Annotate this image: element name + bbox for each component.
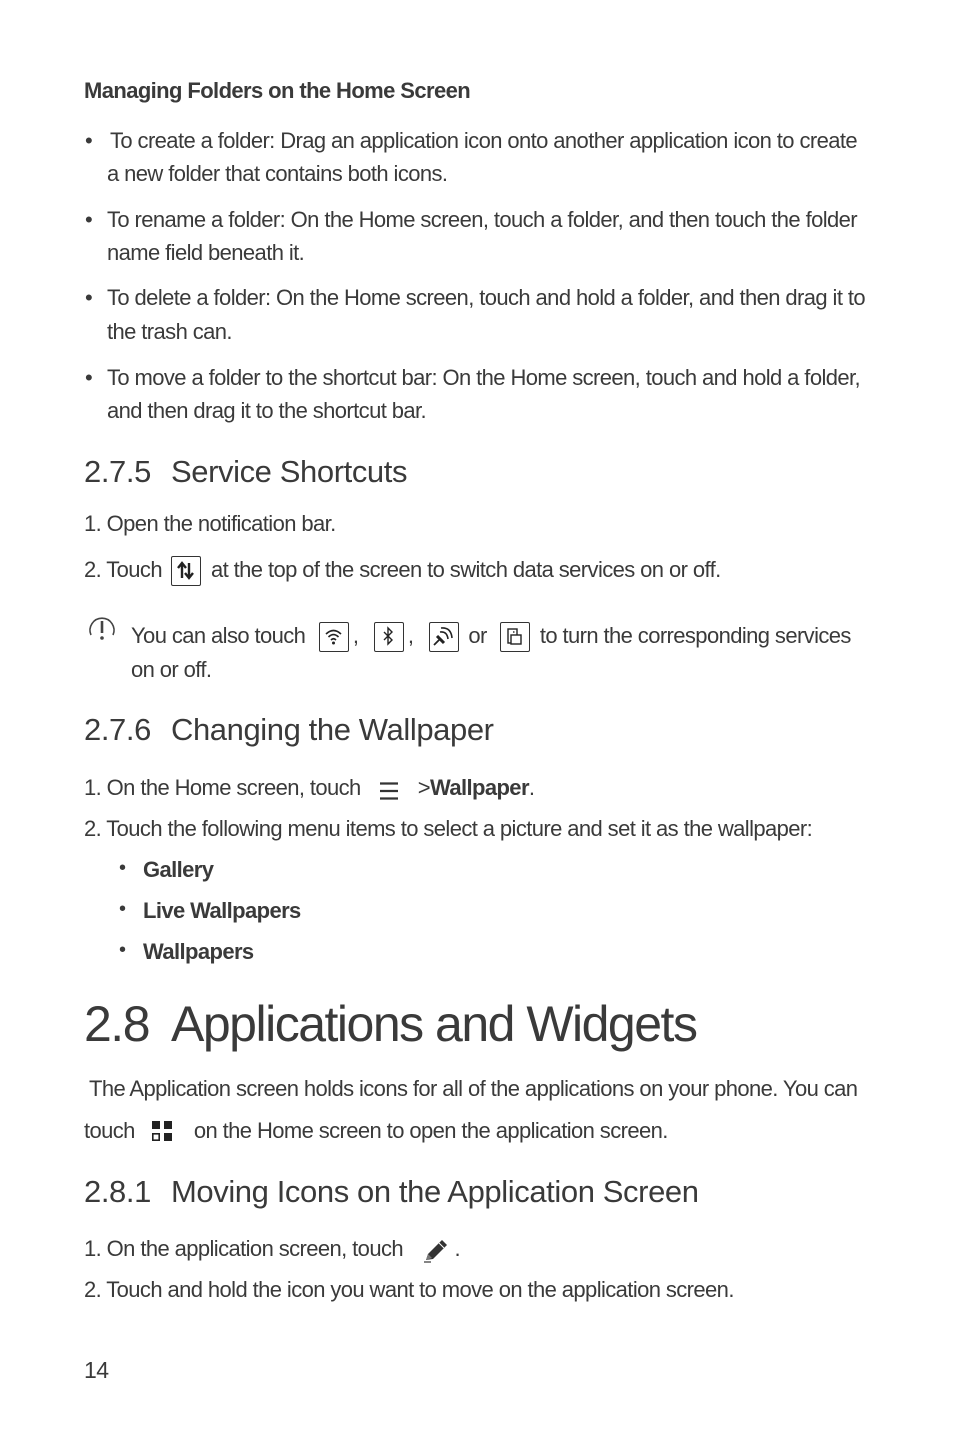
app-grid-icon (150, 1119, 176, 1145)
apps-intro-line-1: The Application screen holds icons for all of the applications on your phone. You can (89, 1076, 858, 1101)
bluetooth-icon (374, 622, 404, 652)
note-text: to turn the corresponding services (539, 623, 851, 648)
bullet-move-line1: To move a folder to the shortcut bar: On the Home screen, touch and hold a folder, (107, 365, 861, 390)
auto-rotate-icon (500, 622, 530, 652)
section-heading-changing-wallpaper (84, 712, 494, 748)
bullet-dot: • (119, 857, 126, 879)
option-gallery: Gallery (143, 857, 214, 882)
page-number: 14 (84, 1357, 109, 1383)
separator: , (352, 623, 359, 648)
note-icon (85, 613, 119, 647)
option-live-wallpapers: Live Wallpapers (143, 898, 301, 923)
bullet-delete-line1: To delete a folder: On the Home screen, touch and hold a folder, and then drag it to (107, 285, 866, 310)
wallpaper-step-2: 2. Touch the following menu items to select a picture and set it as the wallpaper: (84, 816, 813, 841)
wallpaper-step-1 (84, 771, 534, 804)
option-wallpapers: Wallpapers (143, 939, 254, 964)
step-gt: > (417, 775, 430, 800)
apps-intro-line-2 (84, 1114, 668, 1147)
step-end: . (528, 775, 535, 800)
bullet-dot: • (85, 285, 93, 310)
separator: , (407, 623, 414, 648)
bullet-rename-line1: To rename a folder: On the Home screen, touch a folder, and then touch the folder (107, 207, 857, 232)
service-step-1: 1. Open the notification bar. (84, 511, 336, 536)
step-text: at the top of the screen to switch data services on or off. (211, 557, 721, 582)
bullet-create-line1: To create a folder: Drag an application icon onto another application icon to create (110, 128, 857, 153)
step-end: . (454, 1236, 461, 1261)
intro-text: on the Home screen to open the application screen. (193, 1118, 668, 1143)
service-step-2 (84, 553, 721, 586)
wallpaper-menu-item: Wallpaper (429, 775, 529, 800)
bullet-dot: • (85, 128, 93, 153)
bullet-dot: • (85, 365, 93, 390)
note-text: You can also touch (131, 623, 306, 648)
section-heading-service-shortcuts (84, 454, 407, 490)
moving-step-2: 2. Touch and hold the icon you want to move on the application screen. (84, 1277, 734, 1302)
step-text: 2. Touch (84, 557, 162, 582)
chapter-title: Applications and Widgets (171, 996, 697, 1052)
bullet-dot: • (119, 939, 126, 961)
section-heading-moving-icons (84, 1174, 699, 1210)
wifi-icon (319, 622, 349, 652)
note-or: or (468, 623, 487, 648)
folders-heading: Managing Folders on the Home Screen (84, 78, 471, 103)
moving-step-1 (84, 1232, 460, 1265)
chapter-heading-applications-widgets (84, 995, 696, 1053)
bullet-create-line2: a new folder that contains both icons. (107, 161, 448, 186)
section-number: 2.7.6 (84, 712, 151, 747)
section-number: 2.8.1 (84, 1174, 151, 1209)
gps-icon (429, 622, 459, 652)
intro-text: touch (84, 1118, 135, 1143)
bullet-dot: • (85, 207, 93, 232)
menu-icon (378, 778, 402, 800)
pencil-icon (421, 1236, 451, 1264)
step-text: 1. On the application screen, touch (84, 1236, 403, 1261)
section-title: Changing the Wallpaper (170, 712, 494, 747)
data-toggle-icon (171, 556, 201, 586)
section-number: 2.7.5 (84, 454, 151, 489)
step-text: 1. On the Home screen, touch (84, 775, 361, 800)
bullet-rename-line2: name field beneath it. (107, 240, 305, 265)
note-line-1 (131, 619, 851, 652)
section-title: Service Shortcuts (170, 454, 408, 489)
note-line-2: on or off. (131, 657, 212, 682)
bullet-move-line2: and then drag it to the shortcut bar. (107, 398, 427, 423)
bullet-dot: • (119, 898, 126, 920)
chapter-number: 2.8 (84, 996, 150, 1052)
section-title: Moving Icons on the Application Screen (170, 1174, 699, 1209)
bullet-delete-line2: the trash can. (107, 319, 232, 344)
